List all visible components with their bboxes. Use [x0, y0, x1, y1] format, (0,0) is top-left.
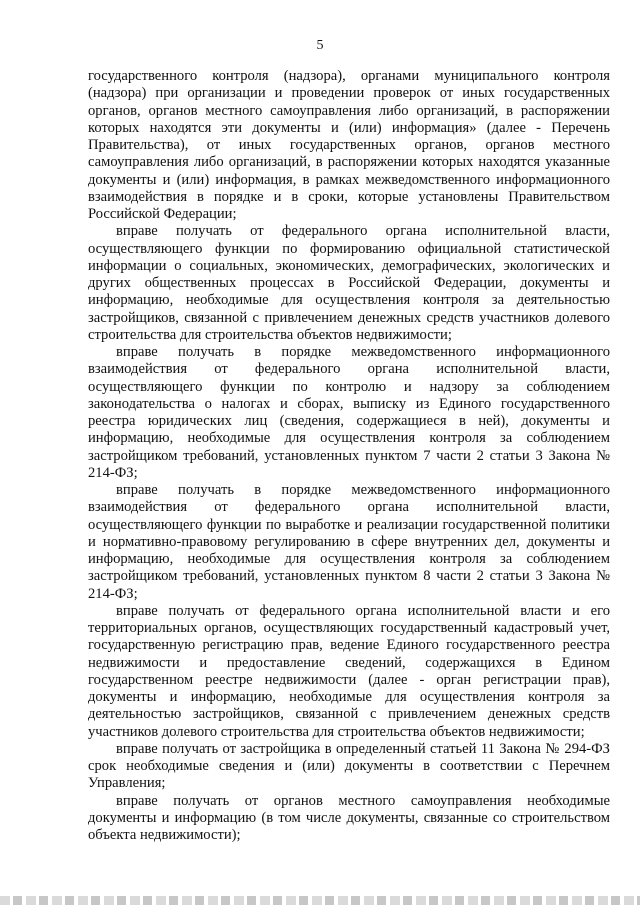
- scan-footer-artifact: [0, 896, 640, 905]
- document-body: [88, 68, 610, 844]
- paragraph-registration-authority: вправе получать от федерального органа исполнительной власти и его территориальных органов, осуществляющих государственный кадастровый учет, государственную регистрацию прав, ведение Единого государственного реестра недвижимости и предоставление сведений, содержащихся в Едином государственном реестре недвижимости (далее - орган регистрации прав), документы и информацию, необходимые для осуществления контроля за деятельностью застройщиков, связанной с привлечением денежных средств участников долевого строительства для строительства объектов недвижимости;: [88, 602, 610, 740]
- paragraph-local-government: вправе получать от органов местного самоуправления необходимые документы и информацию (в том числе документы, связанные со строительством объекта недвижимости);: [88, 792, 610, 843]
- paragraph-continuation: государственного контроля (надзора), органами муниципального контроля (надзора) при организации и проведении проверок от иных государственных органов, органов местного самоуправления либо организаций, в распоряжении которых находятся эти документы и (или) информация» (далее - Перечень Правительства), от иных государственных органов, органов местного самоуправления либо организаций, в распоряжении которых находятся указанные документы и (или) информация, в рамках межведомственного информационного взаимодействия в порядке и в сроки, которые установлены Правительством Российской Федерации;: [88, 68, 610, 222]
- paragraph-statistics-authority: вправе получать от федерального органа исполнительной власти, осуществляющего функции по формированию официальной статистической информации о социальных, экономических, демографических, экологических и других общественных процессах в Российской Федерации, документы и информацию, необходимые для осуществления контроля за деятельностью застройщиков, связанной с привлечением денежных средств участников долевого строительства для строительства объектов недвижимости;: [88, 223, 610, 343]
- paragraph-developer-info: вправе получать от застройщика в определенный статьей 11 Закона № 294-ФЗ срок необходимые сведения и (или) документы в соответствии с Перечнем Управления;: [88, 740, 610, 792]
- paragraph-internal-affairs-authority: вправе получать в порядке межведомственного информационного взаимодействия от федерального органа исполнительной власти, осуществляющего функции по выработке и реализации государственной политики и нормативно-правовому регулированию в сфере внутренних дел, документы и информацию, необходимые для осуществления контроля за соблюдением застройщиком требований, установленных пунктом 8 части 2 статьи 3 Закона № 214-ФЗ;: [88, 482, 610, 602]
- paragraph-tax-authority: вправе получать в порядке межведомственного информационного взаимодействия от федерального органа исполнительной власти, осуществляющего функции по контролю и надзору за соблюдением законодательства о налогах и сборах, выписку из Единого государственного реестра юридических лиц (сведения, содержащиеся в ней), документы и информацию, необходимые для осуществления контроля за соблюдением застройщиком требований, установленных пунктом 7 части 2 статьи 3 Закона № 214-ФЗ;: [88, 344, 610, 481]
- page-number: 5: [316, 38, 324, 53]
